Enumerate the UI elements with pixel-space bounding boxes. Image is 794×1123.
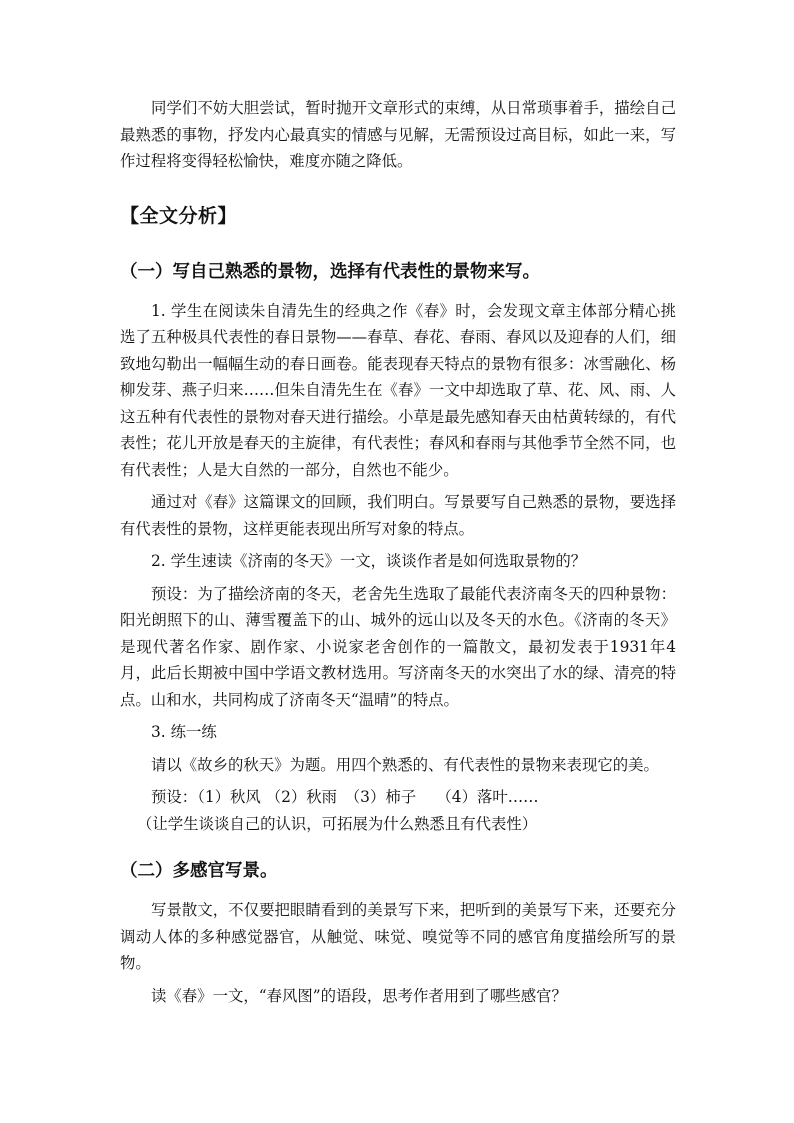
part1-item3: 3. 练一练 (151, 723, 217, 741)
document-content (120, 95, 676, 1009)
part1-item2: 2. 学生速读《济南的冬天》一文，谈谈作者是如何选取景物的？ (151, 552, 587, 570)
analysis-heading: 【全文分析】 (120, 204, 238, 227)
intro-paragraph: 同学们不妨大胆尝试，暂时抛开文章形式的束缚，从日常琐事着手，描绘自己最熟悉的事物，抒发内心最真实的情感与见解，无需预设过高目标，如此一来，写作过程将变得轻松愉快，难度亦随之降低。 (120, 99, 676, 170)
part1-item1: 1. 学生在阅读朱自清先生的经典之作《春》时，会发现文章主体部分精心挑选了五种极具代表性的春日景物——春草、春花、春雨、春风以及迎春的人们，细致地勾勒出一幅幅生动的春日画卷。能表现春天特点的景物有很多：冰雪融化、杨柳发芽、燕子归来……但朱自清先生在《春》一文中却选取了草、花、风、雨、人这五种有代表性的景物对春天进行描绘。小草是最先感知春天由枯黄转绿的，有代表性；花儿开放是春天的主旋律，有代表性；春风和春雨与其他季节全然不同，也有代表性；人是大自然的一部分，自然也不能少。 (120, 301, 676, 479)
part1-heading: （一）写自己熟悉的景物，选择有代表性的景物来写。 (120, 261, 540, 282)
part1-summary: 通过对《春》这篇课文的回顾，我们明白。写景要写自己熟悉的景物，要选择有代表性的景物，这样更能表现出所写对象的特点。 (120, 493, 676, 538)
part1-preset2: 预设：为了描绘济南的冬天，老舍先生选取了最能代表济南冬天的四种景物：阳光朗照下的山、薄雪覆盖下的山、城外的远山以及冬天的水色。《济南的冬天》是现代著名作家、剧作家、小说家老舍创作的一篇散文，最初发表于1931年4月，此后长期被中国中学语文教材选用。写济南冬天的水突出了水的绿、清亮的特点。山和水，共同构成了济南冬天“温晴”的特点。 (120, 584, 676, 709)
part2-paragraph: 写景散文，不仅要把眼睛看到的美景写下来，把听到的美景写下来，还要充分调动人体的多种感觉器官，从触觉、味觉、嗅觉等不同的感官角度描绘所写的景物。 (120, 901, 676, 972)
part2-question: 读《春》一文，“春风图”的语段，思考作者用到了哪些感官？ (151, 986, 567, 1005)
part1-note3: （让学生谈谈自己的认识，可拓展为什么熟悉且有代表性） (137, 814, 538, 833)
part1-preset3: 预设：（1）秋风 （2）秋雨 （3）柿子 （4）落叶…… (151, 788, 539, 806)
part2-heading: （二）多感官写景。 (120, 861, 278, 881)
part1-task3: 请以《故乡的秋天》为题。用四个熟悉的、有代表性的景物来表现它的美。 (151, 755, 659, 774)
